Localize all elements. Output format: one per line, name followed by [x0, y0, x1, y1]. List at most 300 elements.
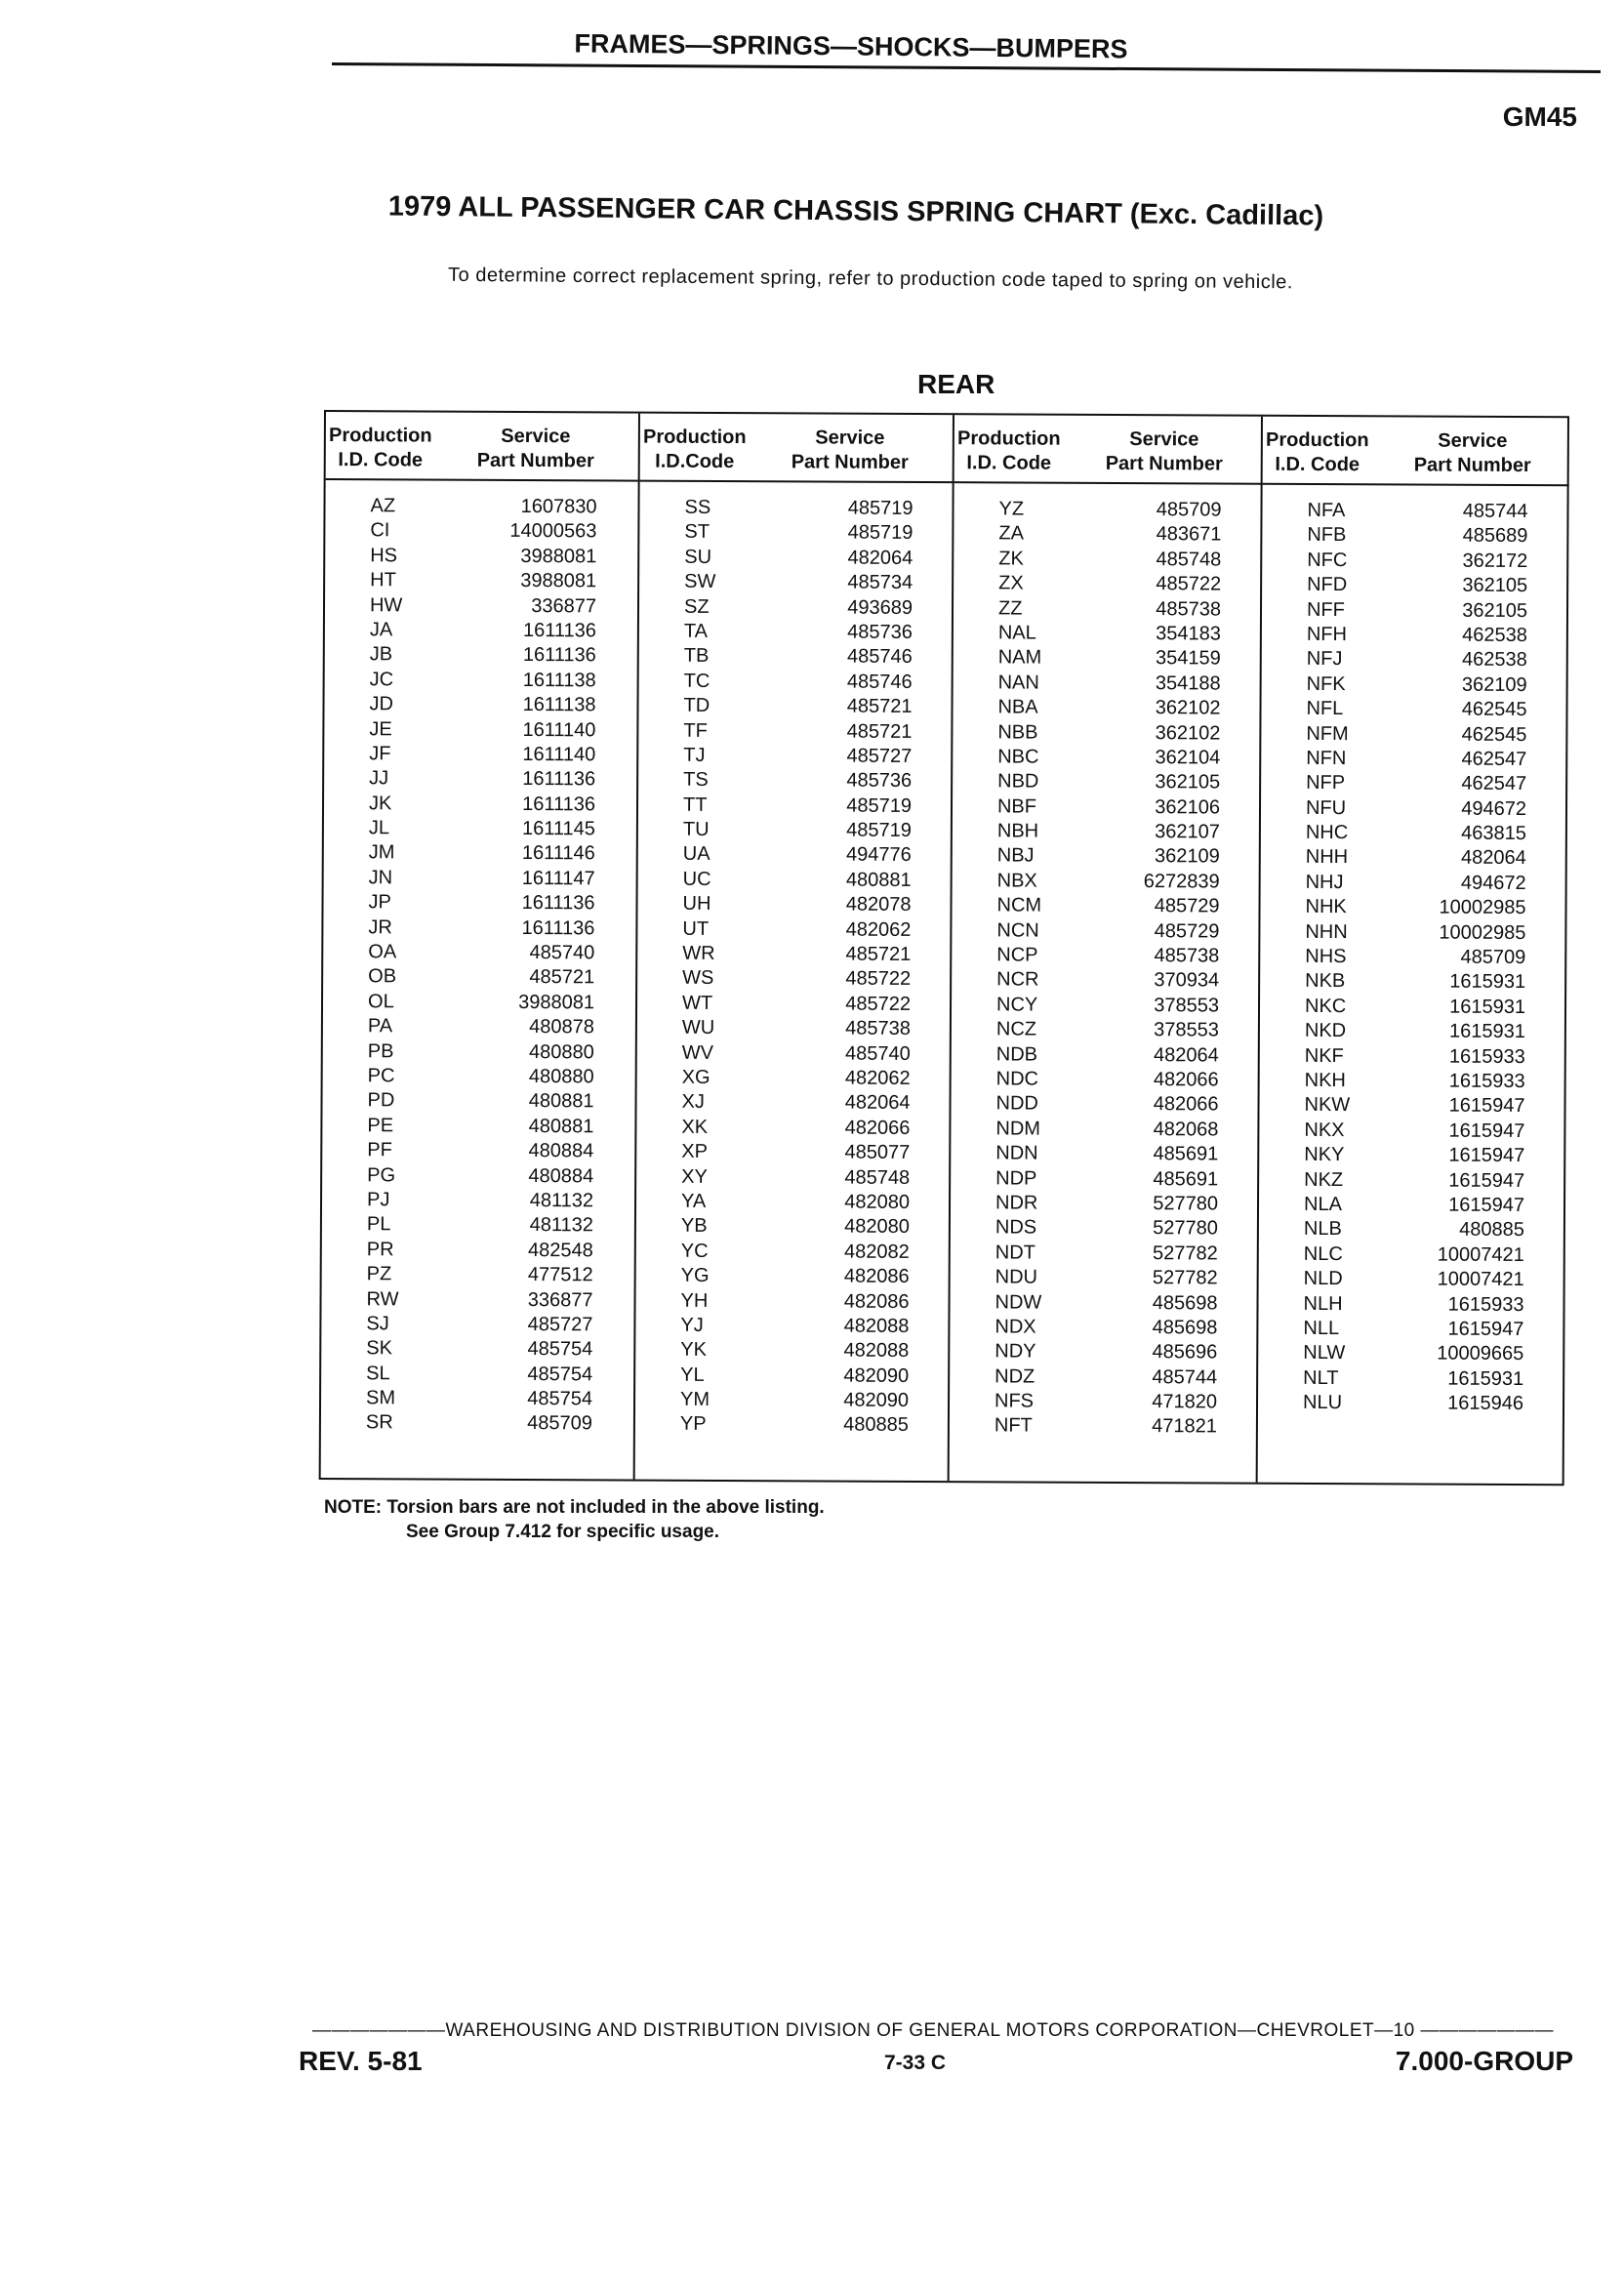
service-part-number: 485691	[1153, 1167, 1219, 1191]
production-id-code: JF	[369, 743, 391, 765]
service-part-number: 462547	[1461, 748, 1527, 770]
table-row	[635, 1313, 950, 1339]
production-id-code: NAN	[997, 672, 1039, 694]
production-id-code: ZZ	[997, 596, 1023, 620]
production-id-code: PA	[367, 1015, 393, 1038]
table-row	[322, 1238, 634, 1264]
service-part-number: 527780	[1153, 1217, 1218, 1240]
service-part-number: 3988081	[520, 545, 597, 568]
table-row	[637, 1066, 952, 1092]
service-part-number: 462545	[1461, 723, 1527, 746]
service-part-number: 1611146	[521, 842, 595, 865]
service-part-number: 1615933	[1448, 1045, 1525, 1068]
table-row	[638, 867, 953, 893]
service-part-number: 362104	[1155, 747, 1221, 769]
production-id-code: UH	[682, 893, 711, 916]
table-row	[954, 596, 1262, 623]
production-id-code: NHN	[1305, 920, 1348, 943]
table-column	[321, 412, 638, 1480]
service-part-number: 480881	[528, 1090, 594, 1113]
table-row	[1258, 1341, 1564, 1367]
table-row	[954, 497, 1262, 523]
production-id-code: NFK	[1306, 672, 1346, 695]
table-row	[951, 1265, 1259, 1291]
service-part-number: 485719	[847, 497, 914, 519]
service-part-number: 485748	[1156, 548, 1222, 571]
production-id-code: NFH	[1306, 623, 1348, 646]
production-id-code: UT	[682, 917, 710, 940]
table-row	[1259, 1217, 1565, 1243]
production-id-code: YH	[680, 1289, 709, 1312]
service-part-number: 362109	[1154, 845, 1220, 868]
production-id-code: YC	[680, 1240, 709, 1262]
table-row	[635, 1388, 950, 1414]
production-id-code: NLU	[1302, 1391, 1343, 1414]
table-row	[638, 718, 953, 745]
table-row	[636, 1090, 951, 1117]
service-part-number: 485729	[1154, 919, 1220, 943]
service-part-number: 482066	[844, 1117, 911, 1139]
table-row	[950, 1315, 1258, 1341]
production-id-code: NKC	[1304, 995, 1347, 1017]
table-row	[952, 1042, 1260, 1069]
table-row	[321, 1312, 633, 1338]
table-row	[1261, 721, 1567, 748]
table-row	[952, 943, 1260, 969]
production-id-code: SZ	[683, 595, 710, 618]
table-row	[1258, 1365, 1564, 1392]
production-id-code: PC	[367, 1065, 395, 1087]
production-id-code: NKD	[1304, 1020, 1347, 1042]
service-part-number: 482078	[845, 893, 912, 916]
service-part-number: 462547	[1461, 772, 1527, 795]
table-row	[1260, 919, 1566, 946]
table-row	[638, 818, 953, 844]
service-part-number: 485709	[527, 1412, 592, 1435]
table-row	[325, 642, 637, 669]
production-id-code: NFN	[1306, 747, 1347, 770]
production-id-code: XG	[681, 1066, 710, 1088]
production-id-code: NDZ	[995, 1365, 1035, 1388]
service-part-number: 481132	[529, 1189, 594, 1212]
table-row	[638, 768, 953, 794]
service-part-number: 480878	[529, 1016, 594, 1038]
service-part-number: 480885	[843, 1414, 909, 1437]
table-row	[1260, 995, 1566, 1021]
table-row	[953, 794, 1261, 821]
service-part-number: 1615947	[1448, 1144, 1525, 1167]
service-part-number: 362105	[1462, 574, 1528, 597]
service-part-number: 1615931	[1449, 971, 1526, 994]
service-part-number: 485727	[527, 1313, 593, 1336]
table-row	[952, 1017, 1260, 1043]
table-row	[1262, 573, 1568, 599]
production-id-code: NLB	[1303, 1218, 1342, 1241]
production-id-code: NDP	[995, 1166, 1037, 1190]
production-id-code: YM	[679, 1388, 710, 1411]
production-id-code: NBH	[996, 820, 1039, 842]
production-id-code: JB	[369, 643, 393, 666]
production-id-code: NKX	[1304, 1119, 1345, 1141]
service-part-number: 485722	[845, 968, 912, 991]
service-part-number: 485734	[847, 571, 914, 594]
production-id-code: SM	[365, 1387, 396, 1409]
service-part-number: 362105	[1462, 599, 1528, 622]
table-row	[636, 1214, 951, 1241]
service-part-number: 485719	[847, 522, 914, 545]
production-id-code: TA	[683, 620, 709, 642]
service-part-number: 362107	[1155, 821, 1220, 843]
service-part-number: 485729	[1154, 895, 1220, 917]
production-id-code: XK	[681, 1116, 709, 1138]
service-part-number: 482064	[847, 547, 914, 569]
table-row	[637, 991, 952, 1017]
service-part-number: 482086	[843, 1265, 910, 1288]
production-id-code: NKZ	[1304, 1168, 1344, 1191]
table-row	[951, 1241, 1259, 1267]
service-part-number: 480884	[528, 1140, 594, 1162]
service-part-number: 485736	[847, 621, 913, 643]
service-part-number: 485698	[1152, 1291, 1218, 1314]
table-row	[637, 892, 952, 918]
table-row	[1260, 1043, 1566, 1070]
service-part-number: 485740	[844, 1042, 911, 1065]
production-id-code: TU	[682, 818, 710, 841]
production-id-code: TF	[683, 719, 708, 742]
header-production-id-code: Production I.D.Code	[643, 426, 747, 473]
footer-revision: REV. 5-81	[299, 2046, 423, 2076]
service-part-number: 483671	[1156, 523, 1222, 546]
service-part-number: 1615931	[1449, 996, 1526, 1018]
table-row	[1262, 647, 1568, 673]
table-row	[1261, 871, 1567, 897]
production-id-code: NFS	[994, 1390, 1035, 1412]
production-id-code: UC	[682, 868, 711, 890]
production-id-code: NBF	[996, 795, 1037, 818]
service-part-number: 10009665	[1437, 1342, 1524, 1365]
production-id-code: NKF	[1304, 1044, 1344, 1067]
section-label-rear: REAR	[917, 369, 995, 399]
production-id-code: YL	[680, 1364, 705, 1386]
service-part-number: 485744	[1462, 500, 1528, 523]
service-part-number: 10007421	[1437, 1243, 1524, 1266]
production-id-code: YA	[680, 1190, 707, 1212]
production-id-code: NFL	[1306, 698, 1344, 720]
service-part-number: 480885	[1459, 1219, 1524, 1242]
spring-chart-table	[319, 410, 1569, 1486]
service-part-number: 485744	[1152, 1365, 1218, 1389]
production-id-code: JC	[369, 668, 394, 691]
production-id-code: OL	[367, 991, 394, 1013]
production-id-code: NKY	[1304, 1144, 1345, 1166]
service-part-number: 354183	[1156, 623, 1221, 645]
table-row	[325, 618, 637, 644]
table-row	[952, 993, 1260, 1019]
table-row	[322, 1262, 634, 1288]
production-id-code: NDW	[995, 1290, 1042, 1314]
production-id-code: WV	[681, 1041, 714, 1064]
production-id-code: HS	[370, 545, 398, 567]
table-row	[324, 692, 636, 718]
table-row	[635, 1363, 950, 1389]
production-id-code: WR	[682, 942, 715, 964]
service-part-number: 485738	[1156, 597, 1222, 621]
table-row	[322, 1114, 634, 1140]
production-id-code: AZ	[370, 495, 396, 517]
service-part-number: 370934	[1154, 969, 1220, 992]
column-header	[1263, 417, 1569, 487]
table-row	[1261, 747, 1567, 773]
production-id-code: PD	[367, 1089, 395, 1112]
table-row	[1259, 1193, 1565, 1219]
production-id-code: NFF	[1306, 598, 1345, 621]
footer-division-line: ———————WAREHOUSING AND DISTRIBUTION DIVISION OF GENERAL MOTORS CORPORATION—CHEVROLET—10 ———————	[311, 2020, 1555, 2041]
table-row	[324, 766, 636, 793]
table-row	[323, 1014, 635, 1040]
table-row	[324, 742, 636, 768]
table-row	[638, 842, 953, 869]
table-row	[638, 694, 953, 720]
production-id-code: WS	[682, 967, 714, 990]
table-row	[325, 668, 637, 694]
table-row	[322, 1088, 634, 1115]
table-row	[1261, 771, 1567, 797]
production-id-code: SW	[684, 570, 716, 593]
production-id-code: NDM	[995, 1118, 1041, 1140]
service-part-number: 485748	[844, 1166, 911, 1189]
table-row	[324, 792, 636, 818]
service-part-number: 485738	[845, 1017, 911, 1040]
production-id-code: WU	[681, 1017, 715, 1039]
service-part-number: 1611138	[522, 694, 596, 716]
header-service-part-number: Service Part Number	[1105, 428, 1223, 475]
service-part-number: 1615947	[1448, 1169, 1525, 1192]
production-id-code: NHC	[1305, 821, 1349, 844]
service-part-number: 1611136	[521, 916, 595, 940]
service-part-number: 485696	[1152, 1341, 1218, 1364]
production-id-code: JL	[368, 817, 390, 839]
production-id-code: PG	[367, 1163, 396, 1186]
table-row	[950, 1389, 1258, 1415]
production-id-code: JP	[368, 891, 391, 914]
service-part-number: 482080	[844, 1215, 910, 1239]
production-id-code: NHH	[1305, 846, 1349, 869]
production-id-code: NLA	[1303, 1193, 1342, 1216]
table-row	[951, 1141, 1259, 1167]
production-id-code: NKB	[1305, 970, 1346, 993]
table-rows	[321, 494, 638, 1437]
table-row	[636, 1190, 951, 1216]
production-id-code: NDY	[995, 1340, 1036, 1363]
production-id-code: JJ	[369, 767, 389, 790]
production-id-code: YP	[679, 1413, 707, 1436]
production-id-code: CI	[370, 519, 390, 542]
table-row	[953, 720, 1261, 747]
table-column	[1256, 417, 1569, 1485]
production-id-code: ST	[684, 521, 710, 544]
production-id-code: JR	[368, 916, 392, 938]
service-part-number: 485738	[1154, 945, 1220, 967]
production-id-code: PE	[367, 1114, 394, 1137]
note-line-2: See Group 7.412 for specific usage.	[406, 1522, 720, 1542]
production-id-code: TT	[682, 794, 708, 816]
production-id-code: PF	[367, 1139, 392, 1161]
service-part-number: 10002985	[1439, 921, 1526, 944]
table-row	[952, 968, 1260, 995]
table-row	[639, 644, 954, 671]
production-id-code: ZA	[998, 522, 1025, 545]
table-row	[322, 1138, 634, 1164]
table-row	[953, 745, 1261, 771]
production-id-code: SJ	[366, 1313, 389, 1335]
service-part-number: 485754	[527, 1338, 593, 1361]
service-part-number: 1611140	[522, 718, 596, 741]
production-id-code: NKH	[1304, 1069, 1346, 1092]
production-id-code: SR	[365, 1411, 393, 1434]
column-header	[954, 415, 1263, 485]
column-header	[326, 412, 638, 482]
table-row	[639, 594, 954, 621]
production-id-code: XP	[681, 1140, 709, 1163]
service-part-number: 10002985	[1439, 896, 1526, 919]
table-row	[952, 1067, 1260, 1093]
service-part-number: 482548	[527, 1239, 593, 1262]
service-part-number: 362172	[1462, 550, 1528, 572]
table-row	[636, 1140, 951, 1166]
table-row	[325, 544, 637, 570]
service-part-number: 485736	[846, 769, 913, 793]
service-part-number: 354188	[1155, 672, 1221, 695]
service-part-number: 485709	[1460, 946, 1526, 969]
service-part-number: 481132	[529, 1214, 593, 1237]
table-row	[1259, 1167, 1565, 1194]
production-id-code: NFC	[1307, 549, 1348, 571]
table-row	[1261, 697, 1567, 723]
production-id-code: XY	[681, 1165, 708, 1188]
table-row	[951, 1215, 1259, 1242]
production-id-code: SS	[684, 496, 711, 518]
production-id-code: NDR	[995, 1192, 1038, 1214]
table-row	[636, 1239, 951, 1265]
production-id-code: NCZ	[995, 1018, 1037, 1040]
service-part-number: 485698	[1152, 1317, 1218, 1339]
production-id-code: NCN	[996, 919, 1039, 942]
production-id-code: JK	[368, 792, 392, 815]
production-id-code: NHK	[1305, 896, 1347, 918]
service-part-number: 1611136	[522, 644, 596, 667]
table-row	[638, 793, 953, 819]
service-part-number: 10007421	[1437, 1268, 1524, 1291]
table-row	[323, 964, 635, 991]
table-row	[636, 1164, 951, 1191]
table-row	[323, 916, 635, 942]
table-row	[1259, 1242, 1565, 1268]
production-id-code: PR	[366, 1238, 394, 1261]
production-id-code: NFD	[1307, 574, 1348, 596]
note-line-1: NOTE: Torsion bars are not included in the above listing.	[324, 1497, 825, 1518]
service-part-number: 493689	[847, 596, 914, 619]
section-title: FRAMES—SPRINGS—SHOCKS—BUMPERS	[574, 28, 1128, 64]
table-row	[325, 593, 637, 620]
service-part-number: 485719	[846, 794, 913, 817]
production-id-code: XJ	[681, 1091, 705, 1114]
service-part-number: 485754	[527, 1388, 593, 1410]
table-row	[639, 496, 954, 522]
production-id-code: RW	[366, 1287, 399, 1310]
production-id-code: NFU	[1305, 796, 1347, 819]
service-part-number: 482090	[843, 1389, 910, 1412]
service-part-number: 527782	[1152, 1242, 1218, 1265]
production-id-code: NDN	[995, 1142, 1038, 1164]
table-row	[639, 669, 954, 695]
table-row	[1261, 795, 1567, 822]
service-part-number: 494672	[1460, 872, 1526, 894]
production-id-code: NBA	[997, 696, 1038, 718]
service-part-number: 1611140	[522, 743, 596, 766]
table-row	[954, 645, 1262, 672]
service-part-number: 485721	[846, 720, 913, 743]
table-row	[321, 1362, 633, 1388]
service-part-number: 3988081	[520, 570, 597, 592]
table-row	[1259, 1118, 1565, 1144]
service-part-number: 14000563	[509, 520, 597, 543]
production-id-code: ZX	[998, 572, 1024, 594]
table-row	[954, 671, 1262, 697]
service-part-number: 485721	[529, 966, 595, 989]
service-part-number: 485740	[529, 942, 595, 964]
production-id-code: NFT	[994, 1414, 1033, 1438]
production-id-code: NCY	[995, 994, 1038, 1016]
service-part-number: 527782	[1152, 1267, 1218, 1289]
table-row	[1262, 623, 1568, 649]
production-id-code: NLH	[1303, 1292, 1343, 1315]
table-row	[1258, 1291, 1564, 1318]
table-row	[635, 1412, 950, 1439]
production-id-code: PJ	[366, 1189, 390, 1211]
service-part-number: 378553	[1154, 1019, 1219, 1041]
footer-page-number: 7-33 C	[884, 2052, 947, 2074]
header-production-id-code: Production I.D. Code	[957, 428, 1061, 474]
service-part-number: 485746	[846, 671, 913, 693]
table-row	[1260, 969, 1566, 996]
table-row	[950, 1364, 1258, 1391]
service-part-number: 482088	[843, 1315, 910, 1337]
table-row	[954, 621, 1262, 647]
production-id-code: NDT	[995, 1242, 1035, 1264]
service-part-number: 362106	[1155, 795, 1221, 819]
service-part-number: 482066	[1153, 1093, 1219, 1116]
table-row	[325, 494, 637, 520]
table-row	[1260, 1019, 1566, 1045]
production-id-code: NBB	[997, 720, 1038, 744]
table-row	[1260, 1069, 1566, 1095]
production-id-code: NFP	[1306, 772, 1346, 794]
service-part-number: 485727	[846, 745, 913, 767]
header-production-id-code: Production I.D. Code	[329, 425, 432, 471]
table-row	[952, 918, 1260, 945]
production-id-code: NBJ	[996, 844, 1035, 868]
production-id-code: OA	[368, 941, 397, 963]
table-row	[324, 816, 636, 842]
service-part-number: 482086	[843, 1290, 910, 1313]
table-row	[323, 1039, 635, 1066]
service-part-number: 480880	[528, 1040, 594, 1063]
table-rows	[950, 497, 1263, 1440]
column-header	[640, 414, 954, 484]
service-part-number: 1615933	[1448, 1070, 1525, 1093]
service-part-number: 362109	[1461, 673, 1527, 696]
service-part-number: 362102	[1155, 721, 1221, 745]
